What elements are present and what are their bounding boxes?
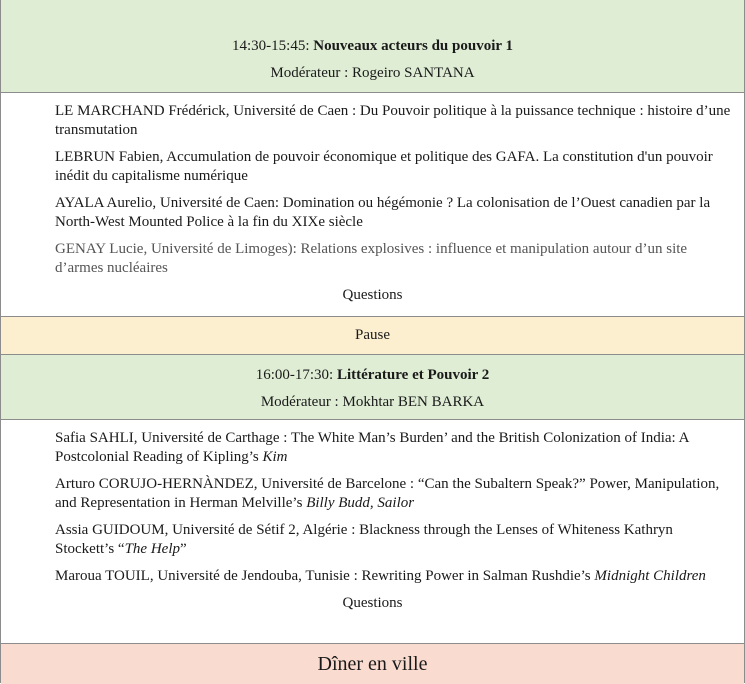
talk-text: Assia GUIDOUM, Université de Sétif 2, Algérie : Blackness through the Lenses of Whiteness Kathryn Stockett’s “ (55, 522, 673, 557)
talk-suffix: ” (180, 541, 187, 557)
talk-list-1 (1, 93, 744, 317)
talk-item (55, 567, 734, 586)
questions-label: Questions (342, 595, 403, 611)
talk-item (55, 521, 734, 559)
work-title: Billy Budd, Sailor (306, 495, 415, 511)
talk-text: Safia SAHLI, Université de Carthage : The White Man’s Burden’ and the British Colonization of India: A Postcolonial Reading of Kipling’s (55, 430, 689, 465)
diner-band: Dîner en ville (1, 644, 744, 684)
talk-text: Arturo CORUJO-HERNÀNDEZ, Université de Barcelone : “Can the Subaltern Speak?” Power, Manipulation, and Representation in Herman Melville’s (55, 476, 720, 511)
questions-label: Questions (342, 287, 403, 303)
work-title: Kim (262, 449, 288, 465)
talk-item (55, 475, 734, 513)
work-title: The Help (124, 541, 180, 557)
session-moderator: Modérateur : Mokhtar BEN BARKA (260, 394, 485, 410)
talk-item: GENAY Lucie, Université de Limoges): Relations explosives : influence et manipulation autour d’un site d’armes nucléaires (55, 241, 688, 276)
work-title: Midnight Children (594, 568, 706, 584)
session-time: 16:00-17:30: (255, 367, 334, 383)
pause-band: Pause (1, 317, 744, 355)
session-heading (1, 364, 744, 386)
session-header-2 (1, 355, 744, 420)
talk-item: LEBRUN Fabien, Accumulation de pouvoir économique et politique des GAFA. La constitution d'un pouvoir inédit du capitalisme numérique (55, 149, 713, 184)
session-moderator: Modérateur : Rogeiro SANTANA (270, 65, 475, 81)
talk-item (55, 429, 734, 467)
session-heading (1, 35, 744, 57)
talk-item: AYALA Aurelio, Université de Caen: Domination ou hégémonie ? La colonisation de l’Ouest canadien par la North-West Mounted Police à la fin du XIXe siècle (55, 195, 711, 230)
session-time: 14:30-15:45: (232, 38, 310, 54)
session-header-1 (1, 0, 744, 93)
talk-text: Maroua TOUIL, Université de Jendouba, Tunisie : Rewriting Power in Salman Rushdie’s (55, 568, 595, 584)
session-title: Nouveaux acteurs du pouvoir 1 (313, 38, 513, 54)
talk-list-2 (1, 420, 744, 644)
talk-item: LE MARCHAND Frédérick, Université de Caen : Du Pouvoir politique à la puissance technique : histoire d’une transmutation (55, 103, 731, 138)
session-title: Littérature et Pouvoir 2 (336, 367, 490, 383)
